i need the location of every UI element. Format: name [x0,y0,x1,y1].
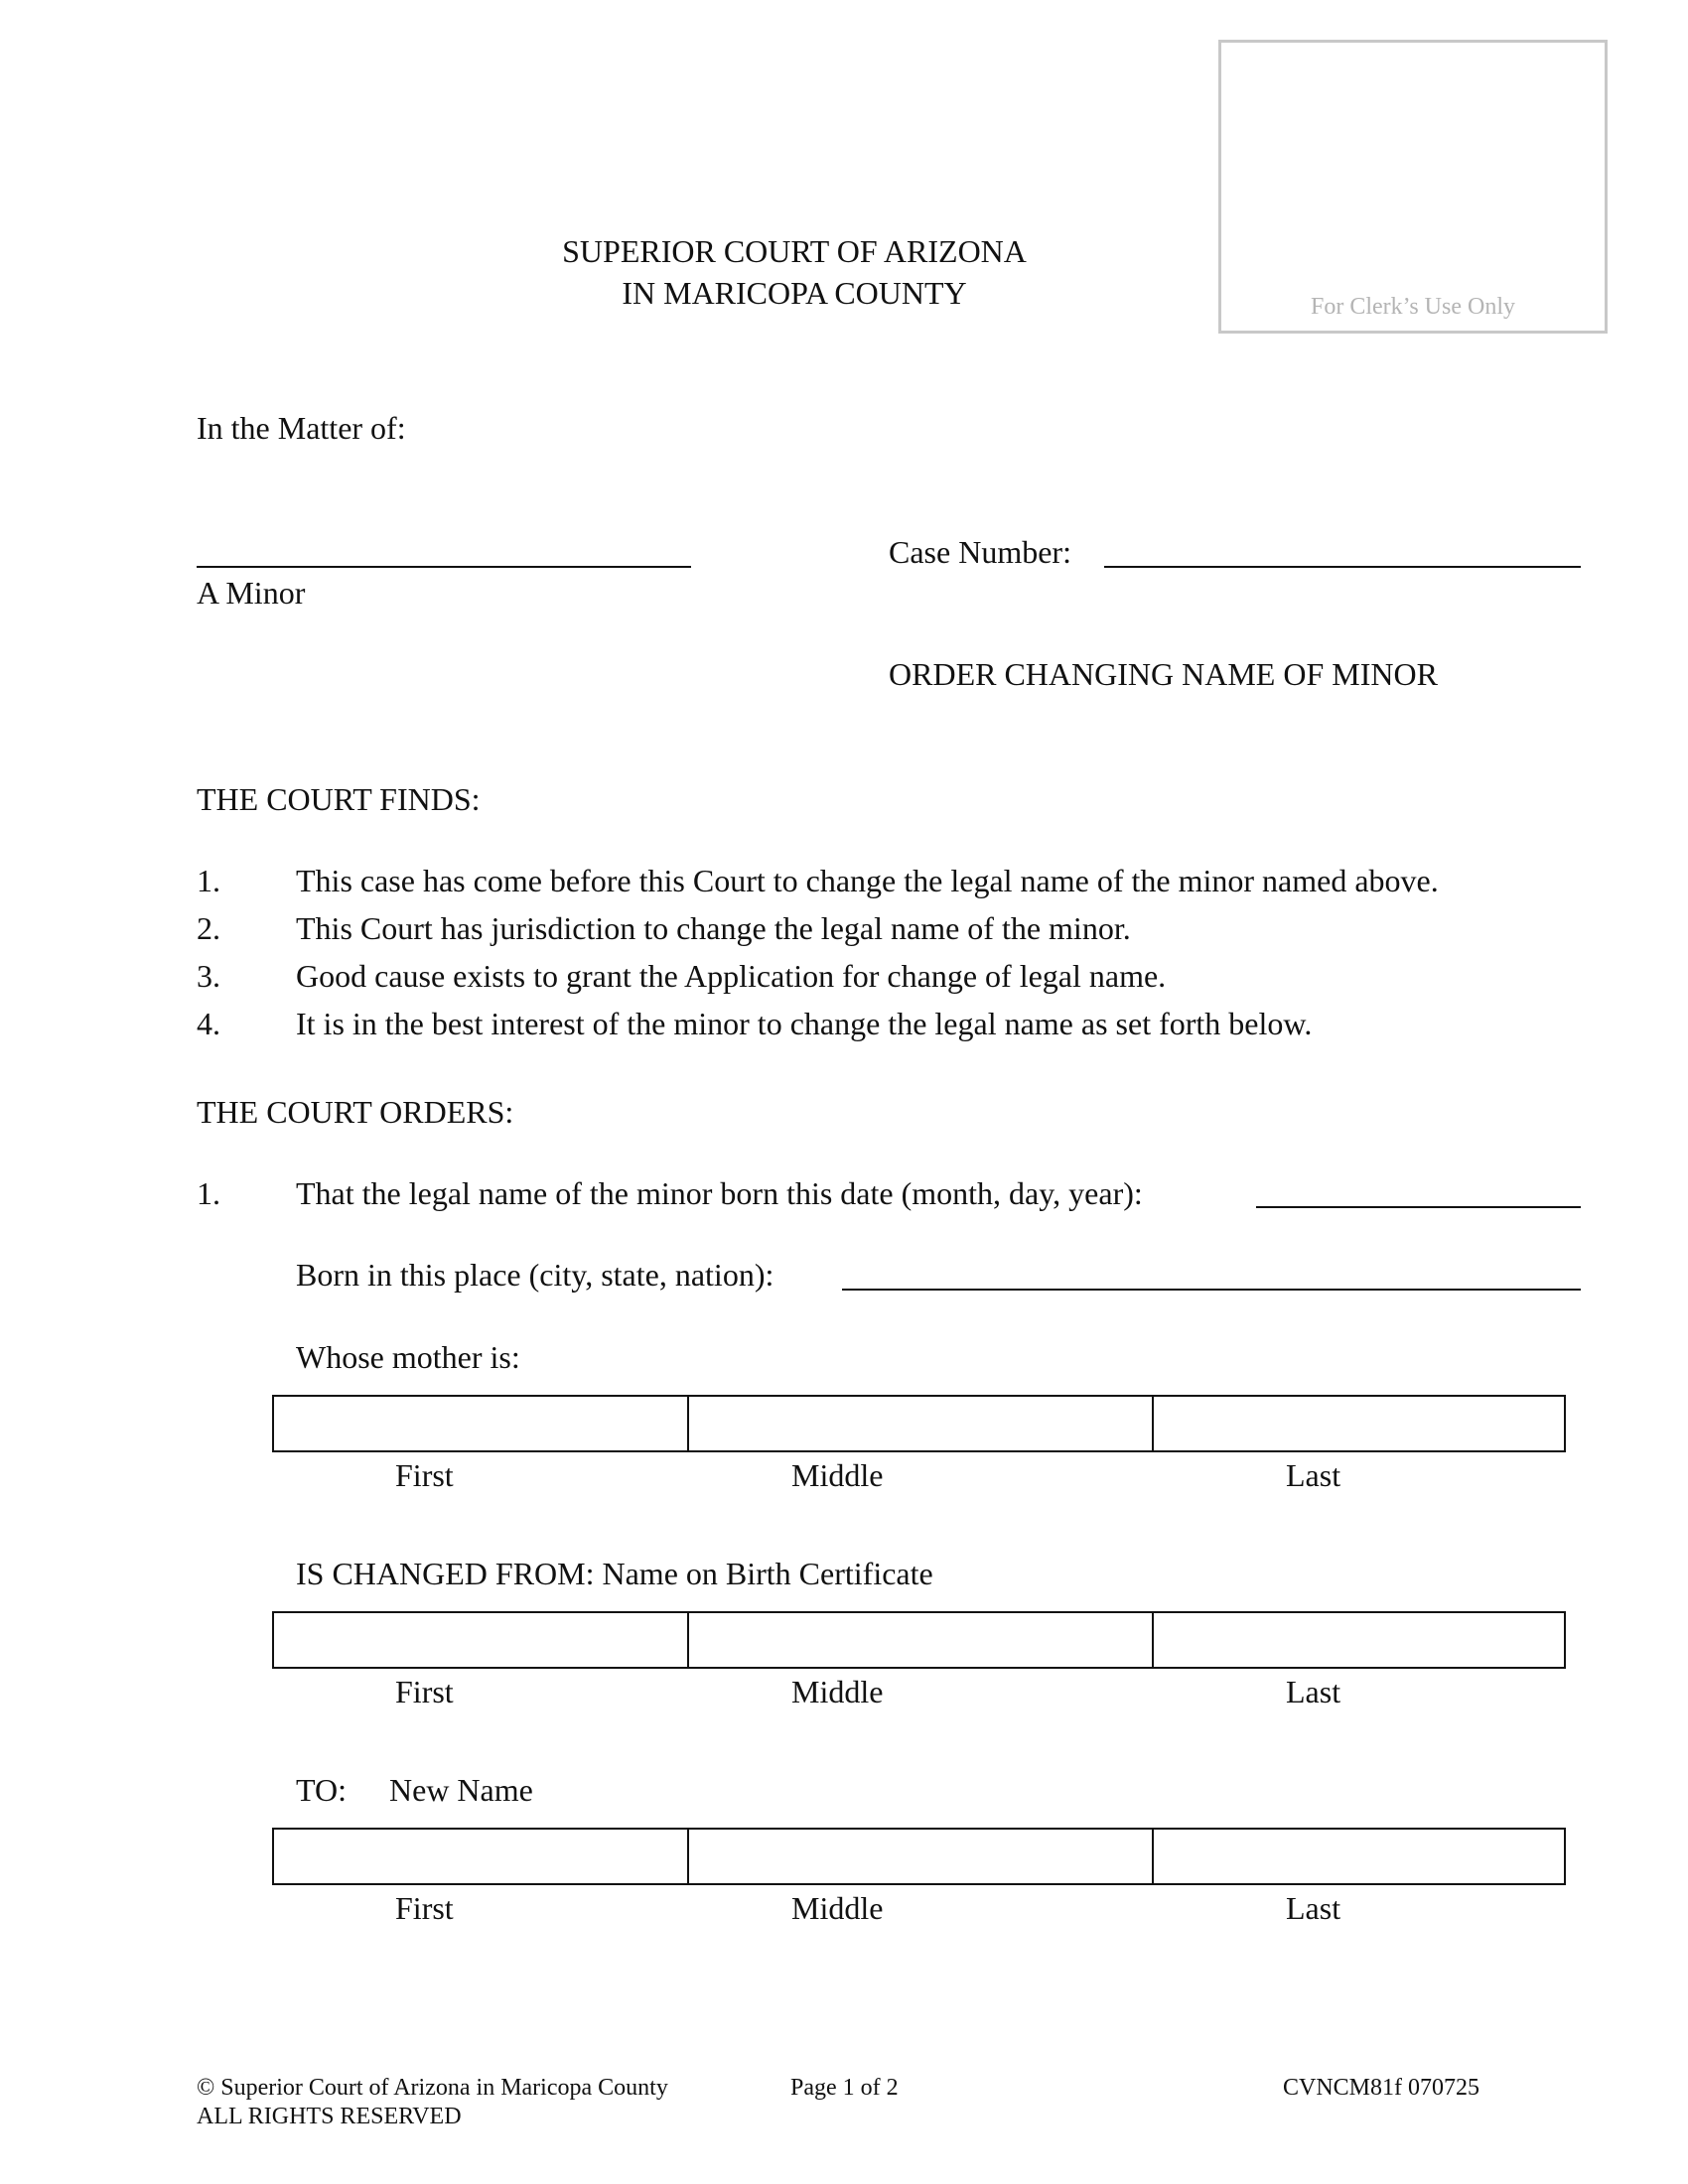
birth-date-line[interactable] [1256,1206,1581,1208]
footer-copyright: © Superior Court of Arizona in Maricopa County [197,2075,668,2101]
finding-number: 2. [197,910,220,946]
clerk-use-box [1218,40,1608,334]
new-middle-name-field[interactable] [687,1830,1152,1883]
finding-number: 1. [197,863,220,898]
birth-date-label: That the legal name of the minor born this date (month, day, year): [296,1175,1143,1211]
new-name-label: New Name [389,1772,533,1808]
column-label-first: First [395,1674,454,1709]
birth-place-line[interactable] [842,1289,1581,1291]
mother-name-grid [272,1395,1566,1452]
column-label-first: First [395,1890,454,1926]
new-last-name-field[interactable] [1152,1830,1564,1883]
case-number-label: Case Number: [889,534,1071,570]
birth-last-name-field[interactable] [1152,1613,1564,1667]
footer-rights: ALL RIGHTS RESERVED [197,2104,462,2129]
finding-text: This Court has jurisdiction to change the legal name of the minor. [296,910,1131,946]
mother-last-name-field[interactable] [1152,1397,1564,1450]
changed-from-label: IS CHANGED FROM: Name on Birth Certificate [296,1556,933,1591]
minor-label: A Minor [197,575,306,611]
finding-text: It is in the best interest of the minor to change the legal name as set forth below. [296,1006,1313,1041]
birth-place-label: Born in this place (city, state, nation): [296,1257,774,1293]
clerk-use-label: For Clerk’s Use Only [1311,294,1515,320]
order-number: 1. [197,1175,220,1211]
findings-heading: THE COURT FINDS: [197,781,481,817]
minor-name-line[interactable] [197,566,691,568]
column-label-last: Last [1286,1890,1341,1926]
in-the-matter-of: In the Matter of: [197,410,406,446]
finding-text: Good cause exists to grant the Application for change of legal name. [296,958,1167,994]
column-label-middle: Middle [791,1674,884,1709]
column-label-last: Last [1286,1457,1341,1493]
footer-form-code: CVNCM81f 070725 [1283,2075,1480,2101]
column-label-middle: Middle [791,1890,884,1926]
column-label-last: Last [1286,1674,1341,1709]
footer-page-number: Page 1 of 2 [790,2075,899,2101]
birth-first-name-field[interactable] [274,1613,687,1667]
new-name-grid [272,1828,1566,1885]
document-title: ORDER CHANGING NAME OF MINOR [889,656,1438,692]
orders-heading: THE COURT ORDERS: [197,1094,514,1130]
court-county: IN MARICOPA COUNTY [622,275,967,311]
mother-middle-name-field[interactable] [687,1397,1152,1450]
column-label-first: First [395,1457,454,1493]
court-name: SUPERIOR COURT OF ARIZONA [562,233,1027,269]
column-label-middle: Middle [791,1457,884,1493]
mother-label: Whose mother is: [296,1339,520,1375]
new-first-name-field[interactable] [274,1830,687,1883]
finding-number: 3. [197,958,220,994]
birth-certificate-name-grid [272,1611,1566,1669]
birth-middle-name-field[interactable] [687,1613,1152,1667]
mother-first-name-field[interactable] [274,1397,687,1450]
finding-text: This case has come before this Court to change the legal name of the minor named above. [296,863,1439,898]
finding-number: 4. [197,1006,220,1041]
to-label: TO: [296,1772,347,1808]
case-number-line[interactable] [1104,566,1581,568]
